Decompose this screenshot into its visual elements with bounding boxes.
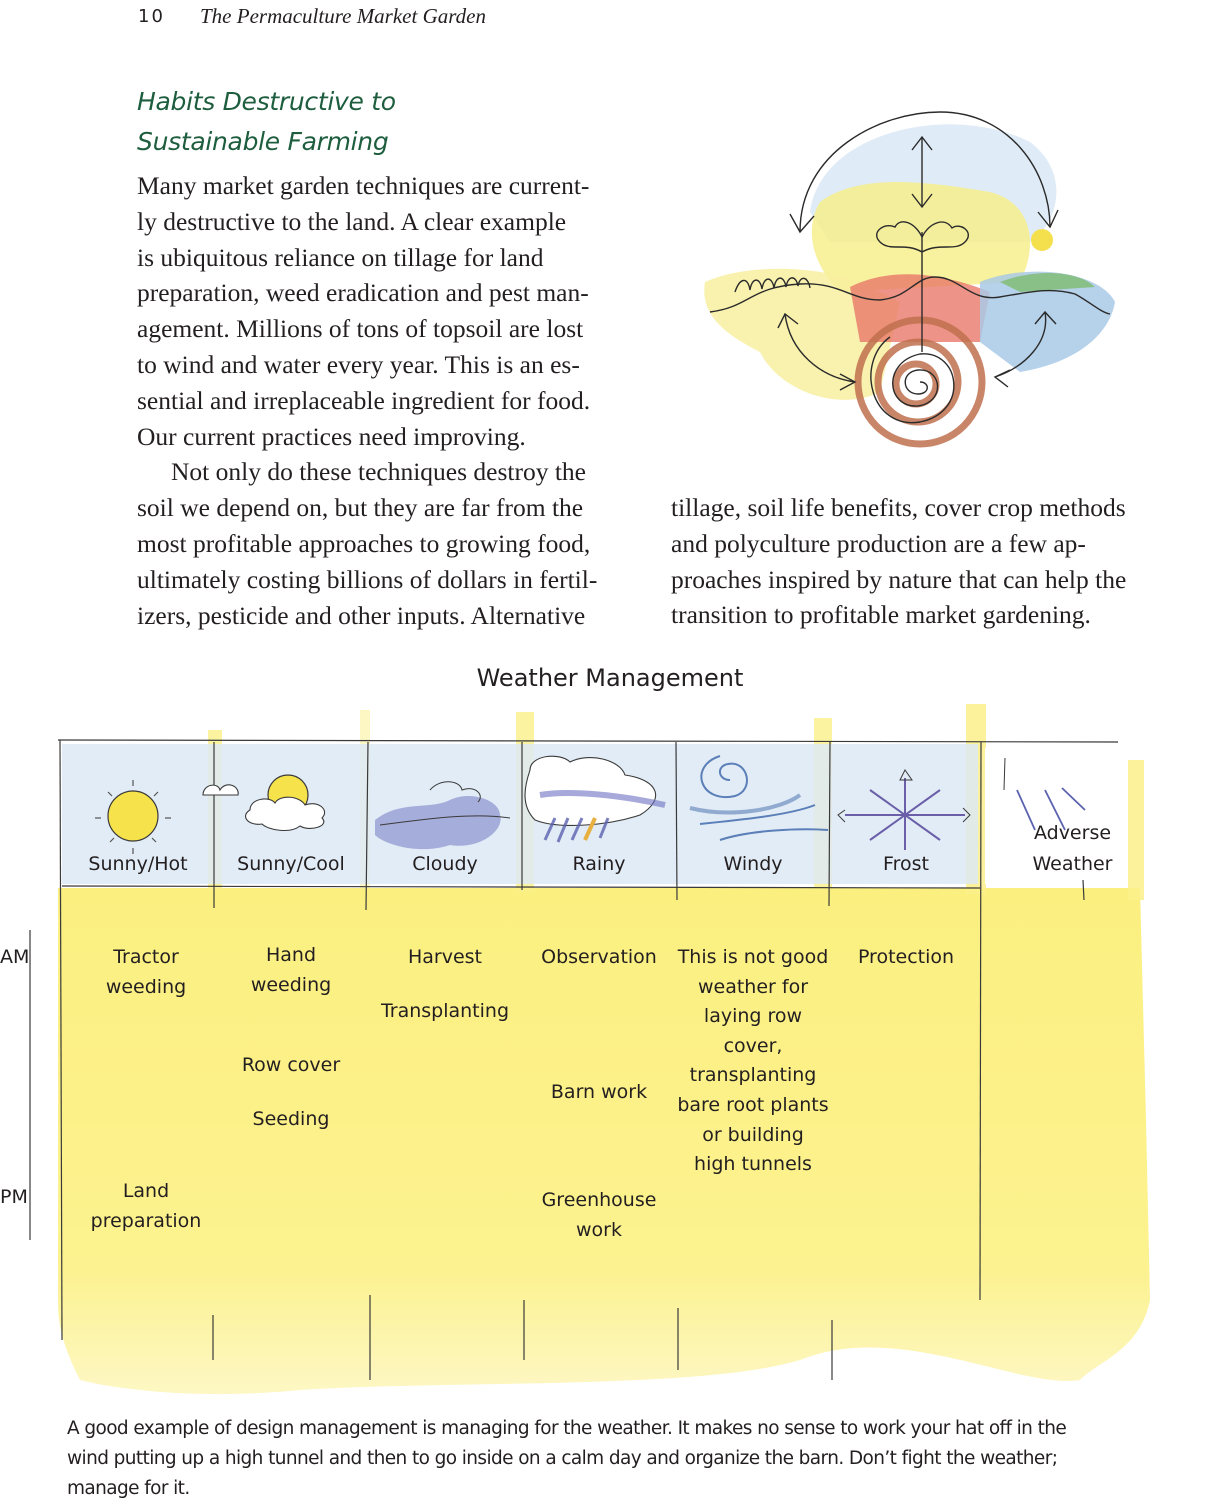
column-header-sunny-cool: Sunny/Cool: [237, 853, 345, 875]
body-line: ly destructive to the land. A clear example: [137, 206, 567, 236]
soil-cycle-drawing: [690, 92, 1130, 472]
body-line: tillage, soil life benefits, cover crop methods: [671, 493, 1126, 522]
body-line: soil we depend on, but they are far from the: [137, 493, 584, 523]
body-text-left-column: [137, 168, 637, 633]
activity-transplanting: Transplanting: [380, 1000, 510, 1022]
activity-barn-work: Barn work: [550, 1081, 648, 1103]
note-line: This is not good: [677, 946, 829, 968]
note-line: transplanting: [689, 1064, 817, 1087]
note-line: laying row: [703, 1005, 803, 1028]
note-line: bare root plants: [677, 1093, 829, 1116]
body-line-paragraph-start: Not only do these techniques destroy the: [171, 457, 586, 487]
column-header-line: Adverse: [1033, 822, 1112, 844]
activity-line: preparation: [90, 1209, 202, 1232]
arrow-head: [790, 214, 814, 232]
column-header-windy: Windy: [723, 853, 783, 875]
body-line: ultimately costing billions of dollars in fertil-: [137, 564, 598, 594]
soil-cycle-illustration: [690, 92, 1130, 472]
body-line: izers, pesticide and other inputs. Alternative: [137, 600, 586, 630]
activity-line: Hand: [265, 944, 317, 966]
activity-observation: Observation: [541, 946, 657, 968]
body-line: transition to profitable market gardening.: [671, 600, 1091, 630]
body-line: preparation, weed eradication and pest man-: [137, 278, 589, 308]
column-header-adverse-weather: [1000, 818, 1145, 880]
body-line: Our current practices need improving.: [137, 421, 526, 451]
time-label-am: AM: [0, 946, 30, 968]
caption-line: manage for it.: [67, 1478, 190, 1499]
section-heading-line-1: Habits Destructive to: [137, 87, 396, 116]
chart-background: [0, 700, 1208, 1410]
body-line: is ubiquitous reliance on tillage for land: [137, 242, 544, 272]
activity-row-cover: Row cover: [241, 1054, 341, 1076]
activity-hand-weeding: [214, 941, 368, 1000]
weather-management-chart: [0, 700, 1208, 1410]
caption-line: wind putting up a high tunnel and then to go inside on a calm day and organize the barn. Don’t fight the weather;: [67, 1448, 1058, 1469]
section-heading: [137, 82, 537, 162]
activity-line: Tractor: [113, 946, 179, 968]
body-text-right-column: [671, 490, 1181, 633]
windy-warning-note: [670, 943, 836, 1180]
column-header-rainy: Rainy: [572, 853, 626, 875]
body-line: agement. Millions of tons of topsoil are lost: [137, 314, 584, 344]
activity-line: weeding: [250, 973, 332, 996]
section-heading-line-2: Sustainable Farming: [137, 127, 389, 156]
caption-line: A good example of design management is managing for the weather. It makes no sense to work your hat off in the: [67, 1418, 1067, 1439]
time-label-pm: PM: [0, 1186, 28, 1208]
note-line: high tunnels: [694, 1153, 812, 1176]
activity-land-preparation: [70, 1177, 222, 1236]
note-line: or building: [702, 1123, 804, 1146]
running-title: The Permaculture Market Garden: [200, 4, 486, 28]
body-line: to wind and water every year. This is an es-: [137, 349, 580, 379]
activity-harvest: Harvest: [407, 946, 483, 968]
activity-protection: Protection: [857, 946, 955, 968]
column-header-cloudy: Cloudy: [412, 853, 478, 875]
body-line: proaches inspired by nature that can help the: [671, 564, 1127, 594]
activity-tractor-weeding: [70, 943, 222, 1002]
activity-greenhouse-work: [522, 1186, 676, 1245]
activity-line: Land: [122, 1180, 170, 1202]
body-line: most profitable approaches to growing food,: [137, 528, 591, 558]
sun-dot: [1031, 229, 1053, 251]
page-number: 10: [138, 6, 165, 27]
activity-line: Greenhouse: [541, 1189, 657, 1211]
body-line: Many market garden techniques are current-: [137, 171, 590, 200]
body-line: and polyculture production are a few ap-: [671, 528, 1086, 558]
column-header-frost: Frost: [883, 853, 929, 875]
figure-caption: [67, 1414, 1157, 1504]
activity-line: work: [576, 1218, 622, 1241]
column-header-sunny-hot: Sunny/Hot: [88, 853, 188, 875]
note-line: weather for: [697, 975, 809, 998]
activity-line: weeding: [105, 975, 187, 998]
body-line: sential and irreplaceable ingredient for food.: [137, 385, 591, 415]
note-line: cover,: [723, 1034, 783, 1057]
chart-title: Weather Management: [476, 664, 744, 692]
column-header-line: Weather: [1032, 853, 1113, 875]
activity-seeding: Seeding: [252, 1108, 330, 1130]
